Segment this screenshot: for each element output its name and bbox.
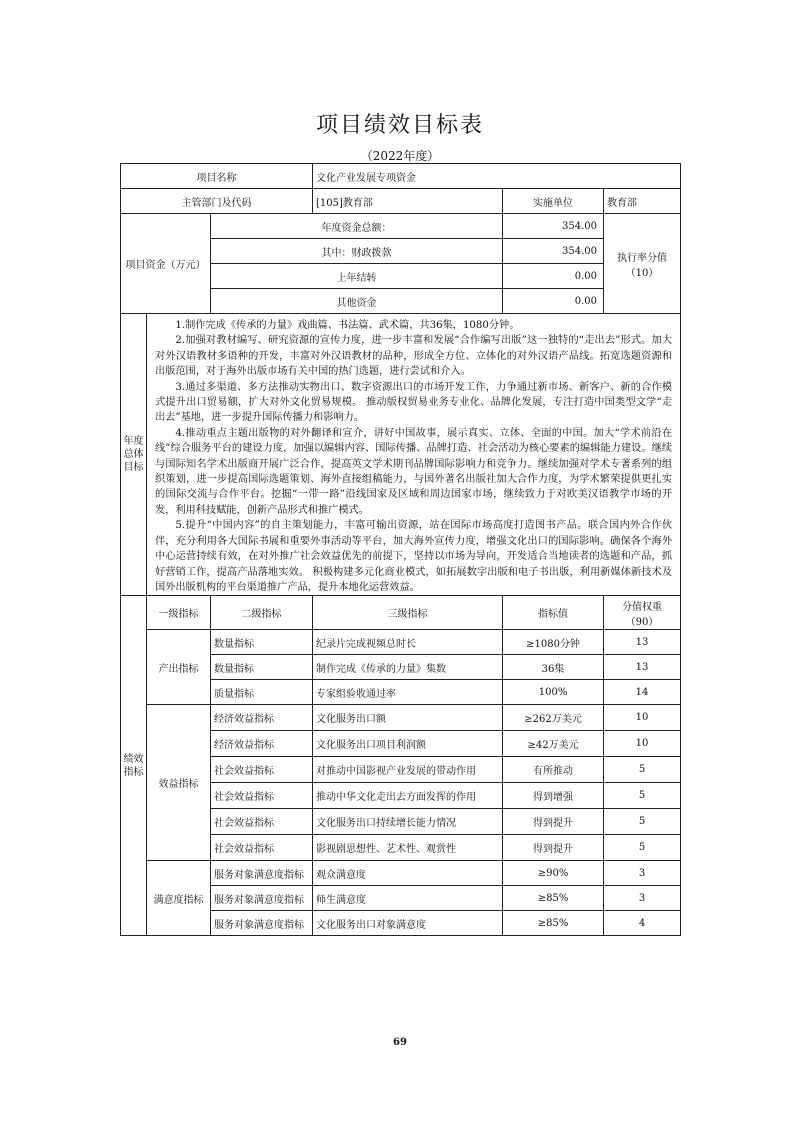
level2-cell: 经济效益指标 [211, 705, 313, 731]
level2-cell: 社会效益指标 [211, 783, 313, 809]
level2-cell: 数量指标 [211, 630, 313, 655]
level2-cell: 社会效益指标 [211, 835, 313, 861]
level3-cell: 制作完成《传承的力量》集数 [313, 655, 503, 680]
level3-cell: 文化服务出口额 [313, 705, 503, 731]
level2-cell: 社会效益指标 [211, 809, 313, 835]
value-cell: ≥262万美元 [503, 705, 604, 731]
value-cell: 36集 [503, 655, 604, 680]
header-level3: 三级指标 [313, 596, 503, 630]
level3-cell: 文化服务出口对象满意度 [313, 911, 503, 936]
annual-goal-label: 年度总体目标 [121, 314, 147, 596]
goal-item: 4.推动重点主题出版物的对外翻译和宣介，讲好中国故事，展示真实、立体、全面的中国。加大“学术前沿在线”综合服务平台的建设力度，加强以编辑内容、国际传播、品牌打造、社会活动为核心要素的编辑能力建设。继续与国际知名学术出版商开展广泛合作，提高英文学术期刊品牌国际影响力和竞争力。继续加强对学术专著系列的组织策划，进一步提高国际选题策划、海外直接组稿能力，与国外著名出版社加大合作力度，为学术繁荣提供更扎实的国际交流与合作平台。挖掘“一带一路”沿线国家及区域和周边国家市场，继续致力于对欧美汉语教学市场的开发，利用科技赋能，创新产品形式和推广模式。 [155, 427, 673, 516]
funds-carry-value: 0.00 [503, 264, 604, 289]
performance-indicator-label: 绩效指标 [121, 596, 147, 936]
value-cell: 得到提升 [503, 835, 604, 861]
header-level1: 一级指标 [147, 596, 211, 630]
execution-rate-cell [604, 214, 681, 314]
funds-label: 项目资金（万元） [121, 214, 211, 314]
header-value: 指标值 [503, 596, 604, 630]
level2-cell: 服务对象满意度指标 [211, 911, 313, 936]
level3-cell: 纪录片完成视频总时长 [313, 630, 503, 655]
value-cell: 有所推动 [503, 757, 604, 783]
dept-value: [105]教育部 [313, 189, 503, 214]
project-name-value: 文化产业发展专项资金 [313, 164, 681, 189]
header-weight-total: （90） [625, 616, 659, 628]
funds-carry-label: 上年结转 [211, 264, 503, 289]
level3-cell: 对推动中国影视产业发展的带动作用 [313, 757, 503, 783]
performance-target-table [120, 163, 680, 936]
unit-label: 实施单位 [503, 189, 604, 214]
table-row [121, 861, 681, 886]
value-cell: ≥85% [503, 911, 604, 936]
value-cell: ≥90% [503, 861, 604, 886]
execution-rate-label: 执行率分值 [617, 252, 668, 264]
level3-cell: 文化服务出口持续增长能力情况 [313, 809, 503, 835]
table-row [121, 630, 681, 655]
value-cell: 得到增强 [503, 783, 604, 809]
level2-cell: 数量指标 [211, 655, 313, 680]
level3-cell: 师生满意度 [313, 886, 503, 911]
level2-cell: 质量指标 [211, 680, 313, 705]
value-cell: ≥42万美元 [503, 731, 604, 757]
project-name-label: 项目名称 [121, 164, 313, 189]
level3-cell: 观众满意度 [313, 861, 503, 886]
weight-cell: 5 [604, 757, 681, 783]
page-title: 项目绩效目标表 [315, 113, 484, 138]
weight-cell: 3 [604, 861, 681, 886]
level2-cell: 社会效益指标 [211, 757, 313, 783]
funds-other-value: 0.00 [503, 289, 604, 314]
value-cell: 得到提升 [503, 809, 604, 835]
annual-goal-text [147, 314, 681, 596]
header-level2: 二级指标 [211, 596, 313, 630]
weight-cell: 3 [604, 886, 681, 911]
funds-fiscal-label: 其中：财政拨款 [211, 239, 503, 264]
goal-item: 2.加强对教材编写、研究资源的宣传力度，进一步丰富和发展“合作编写出版”这一独特的“走出去”形式。加大对外汉语教材多语种的开发，丰富对外汉语教材的品种，形成全方位、立体化的对外汉语产品线。拓宽选题资源和出版范围，对于海外出版市场有关中国的热门选题，进行尝试和介入。 [155, 335, 673, 378]
unit-value: 教育部 [604, 189, 681, 214]
value-cell: 100% [503, 680, 604, 705]
funds-fiscal-value: 354.00 [503, 239, 604, 264]
execution-rate-value: （10） [625, 267, 659, 279]
funds-total-label: 年度资金总额： [211, 214, 503, 239]
level3-cell: 文化服务出口项目利润额 [313, 731, 503, 757]
level3-cell: 影视剧思想性、艺术性、观赏性 [313, 835, 503, 861]
funds-total-value: 354.00 [503, 214, 604, 239]
level3-cell: 推动中华文化走出去方面发挥的作用 [313, 783, 503, 809]
fiscal-year: （2022年度） [360, 149, 440, 163]
group-label: 产出指标 [147, 630, 211, 705]
value-cell: ≥85% [503, 886, 604, 911]
weight-cell: 13 [604, 655, 681, 680]
goal-item: 1.制作完成《传承的力量》戏曲篇、书法篇、武术篇，共36集，1080分钟。 [175, 320, 520, 331]
weight-cell: 5 [604, 835, 681, 861]
weight-cell: 10 [604, 731, 681, 757]
level2-cell: 服务对象满意度指标 [211, 886, 313, 911]
header-weight [604, 596, 681, 630]
value-cell: ≥1080分钟 [503, 630, 604, 655]
page-number: 69 [393, 1037, 407, 1048]
weight-cell: 5 [604, 809, 681, 835]
level2-cell: 服务对象满意度指标 [211, 861, 313, 886]
group-label: 效益指标 [147, 705, 211, 861]
goal-item: 5.提升“中国内容”的自主策划能力，丰富可输出资源，站在国际市场高度打造图书产品。联合国内外合作伙伴，充分利用各大国际书展和重要外事活动等平台，加大海外宣传力度，增强文化出口的国际影响。确保各个海外中心运营持续有效，在对外推广社会效益优先的前提下，坚持以市场为导向，开发适合当地读者的选题和产品，抓好营销工作，提高产品落地实效。 积极构建多元化商业模式，如拓展数字出版和电子书出版，利用新媒体新技术及国外出版机构的平台渠道推广产品，提升本地化运营效益。 [155, 520, 673, 593]
level3-cell: 专家组验收通过率 [313, 680, 503, 705]
group-label: 满意度指标 [147, 861, 211, 936]
funds-other-label: 其他资金 [211, 289, 503, 314]
weight-cell: 13 [604, 630, 681, 655]
weight-cell: 4 [604, 911, 681, 936]
level2-cell: 经济效益指标 [211, 731, 313, 757]
weight-cell: 10 [604, 705, 681, 731]
table-row [121, 705, 681, 731]
weight-cell: 14 [604, 680, 681, 705]
weight-cell: 5 [604, 783, 681, 809]
dept-label: 主管部门及代码 [121, 189, 313, 214]
goal-item: 3.通过多渠道、多方法推动实物出口、数字资源出口的市场开发工作，力争通过新市场、新客户、新的合作模式提升出口贸易额，扩大对外文化贸易规模。 推动版权贸易业务专业化、品牌化发展，专注打造中国类型文学“走出去”基地，进一步提升国际传播力和影响力。 [155, 381, 673, 424]
header-weight-line: 分值权重 [622, 601, 663, 613]
